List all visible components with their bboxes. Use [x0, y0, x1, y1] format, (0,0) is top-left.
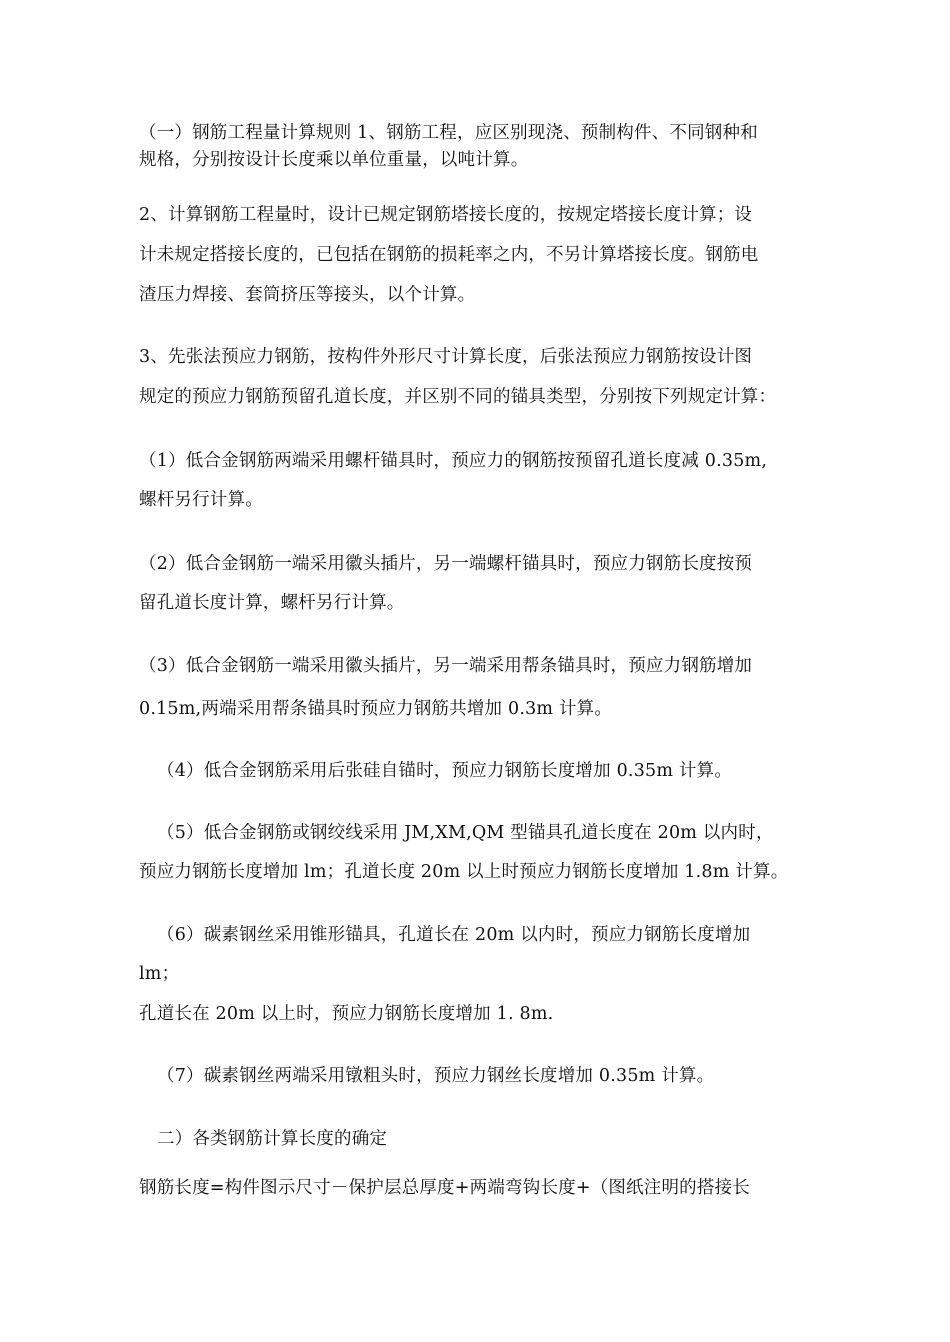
text-line: （3）低合金钢筋一端采用徽头插片，另一端采用帮条锚具时，预应力钢筋增加 — [139, 656, 753, 676]
text-line: 钢筋长度=构件图示尺寸－保护层总厚度+两端弯钩长度+（图纸注明的搭接长 — [139, 1178, 750, 1198]
section-heading: 二）各类钢筋计算长度的确定 — [157, 1129, 388, 1149]
text-line: 规定的预应力钢筋预留孔道长度，并区别不同的锚具类型，分别按下列规定计算： — [139, 387, 777, 407]
text-line: 2、计算钢筋工程量时，设计已规定钢筋塔接长度的，按规定塔接长度计算；设 — [139, 205, 753, 225]
text-line: （2）低合金钢筋一端采用徽头插片，另一端螺杆锚具时，预应力钢筋长度按预 — [139, 554, 753, 574]
text-line: 渣压力焊接、套筒挤压等接头，以个计算。 — [139, 285, 476, 305]
text-line: 螺杆另行计算。 — [139, 490, 263, 510]
text-line: 规格，分别按设计长度乘以单位重量，以吨计算。 — [139, 150, 529, 170]
text-line: 孔道长在 20m 以上时，预应力钢筋长度增加 1. 8m. — [139, 1004, 554, 1024]
text-line: 0.15m,两端采用帮条锚具时预应力钢筋共增加 0.3m 计算。 — [139, 699, 613, 719]
text-line: （4）低合金钢筋采用后张硅自锚时，预应力钢筋长度增加 0.35m 计算。 — [157, 761, 733, 781]
text-line: （1）低合金钢筋两端采用螺杆锚具时，预应力的钢筋按预留孔道长度减 0.35m, — [139, 451, 768, 471]
text-line: 预应力钢筋长度增加 lm；孔道长度 20m 以上时预应力钢筋长度增加 1.8m 计算。 — [139, 862, 789, 882]
text-line: （7）碳素钢丝两端采用镦粗头时，预应力钢丝长度增加 0.35m 计算。 — [157, 1066, 715, 1086]
text-line: 3、先张法预应力钢筋，按构件外形尺寸计算长度，后张法预应力钢筋按设计图 — [139, 347, 753, 367]
text-line: 计未规定搭接长度的，已包括在钢筋的损耗率之内，不另计算塔接长度。钢筋电 — [139, 245, 759, 265]
text-line: （一）钢筋工程量计算规则 1、钢筋工程，应区别现浇、预制构件、不同钢种和 — [139, 123, 758, 143]
text-line: 留孔道长度计算，螺杆另行计算。 — [139, 593, 405, 613]
text-line: （5）低合金钢筋或钢绞线采用 JM,XM,QM 型锚具孔道长度在 20m 以内时， — [157, 823, 774, 843]
text-line: lm； — [139, 964, 180, 984]
text-line: （6）碳素钢丝采用锥形锚具，孔道长在 20m 以内时，预应力钢筋长度增加 — [157, 925, 751, 945]
